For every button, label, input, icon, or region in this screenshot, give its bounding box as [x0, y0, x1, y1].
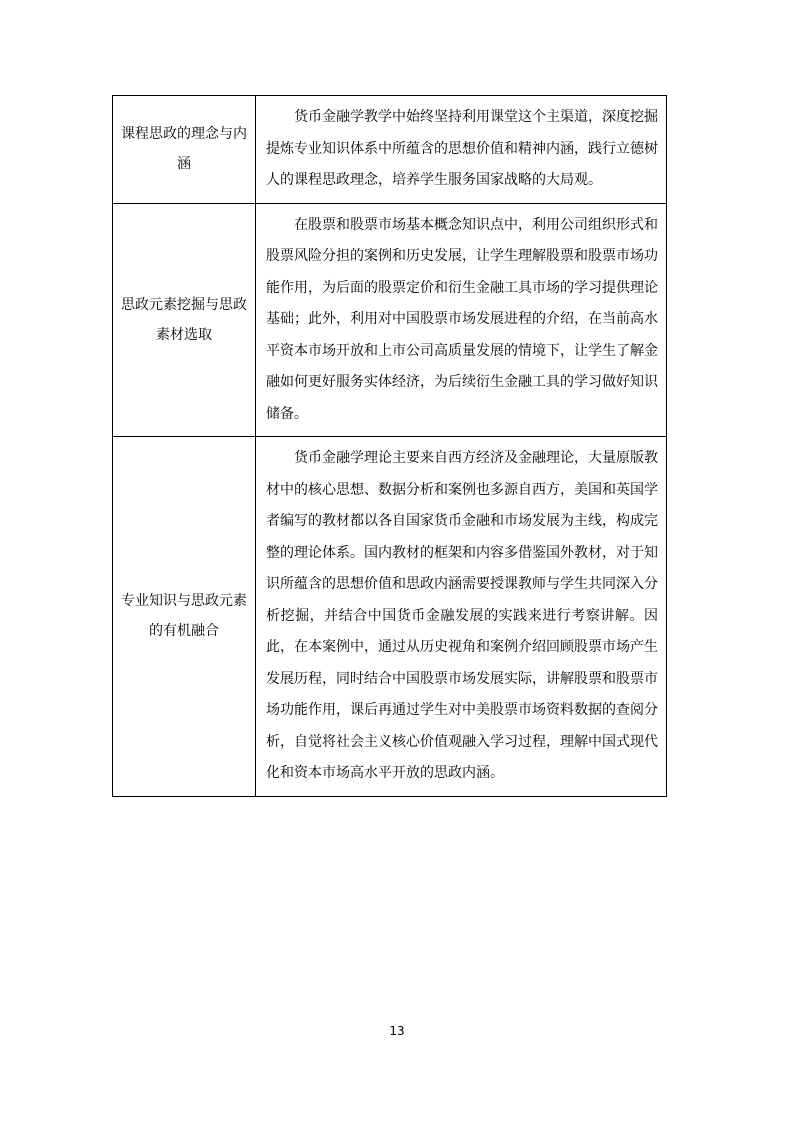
row-label: 思政元素挖掘与思政素材选取	[113, 203, 256, 437]
row-content: 货币金融学教学中始终坚持利用课堂这个主渠道，深度挖掘提炼专业知识体系中所蕴含的思想价值和精神内涵，践行立德树人的课程思政理念，培养学生服务国家战略的大局观。	[266, 109, 658, 188]
row-content-cell	[256, 437, 667, 797]
page-number: 13	[389, 1024, 405, 1038]
row-content-cell	[256, 203, 667, 437]
row-content-cell	[256, 96, 667, 204]
content-table	[112, 95, 667, 797]
row-content: 货币金融学理论主要来自西方经济及金融理论，大量原版教材中的核心思想、数据分析和案例也多源自西方，美国和英国学者编写的教材都以各自国家货币金融和市场发展为主线，构成完整的理论体系。国内教材的框架和内容多借鉴国外教材，对于知识所蕴含的思想价值和思政内涵需要授课教师与学生共同深入分析挖掘，并结合中国货币金融发展的实践来进行考察讲解。因此，在本案例中，通过从历史视角和案例介绍回顾股票市场产生发展历程，同时结合中国股票市场发展实际，讲解股票和股票市场功能作用，课后再通过学生对中美股票市场资料数据的查阅分析，自觉将社会主义核心价值观融入学习过程，理解中国式现代化和资本市场高水平开放的思政内涵。	[266, 450, 658, 781]
row-label: 课程思政的理念与内涵	[113, 96, 256, 204]
row-label: 专业知识与思政元素的有机融合	[113, 437, 256, 797]
row-content: 在股票和股票市场基本概念知识点中，利用公司组织形式和股票风险分担的案例和历史发展，让学生理解股票和股票市场功能作用，为后面的股票定价和衍生金融工具市场的学习提供理论基础；此外，利用对中国股票市场发展进程的介绍，在当前高水平资本市场开放和上市公司高质量发展的情境下，让学生了解金融如何更好服务实体经济，为后续衍生金融工具的学习做好知识储备。	[266, 216, 658, 422]
table-row	[113, 203, 667, 437]
table-row	[113, 437, 667, 797]
table-row	[113, 96, 667, 204]
